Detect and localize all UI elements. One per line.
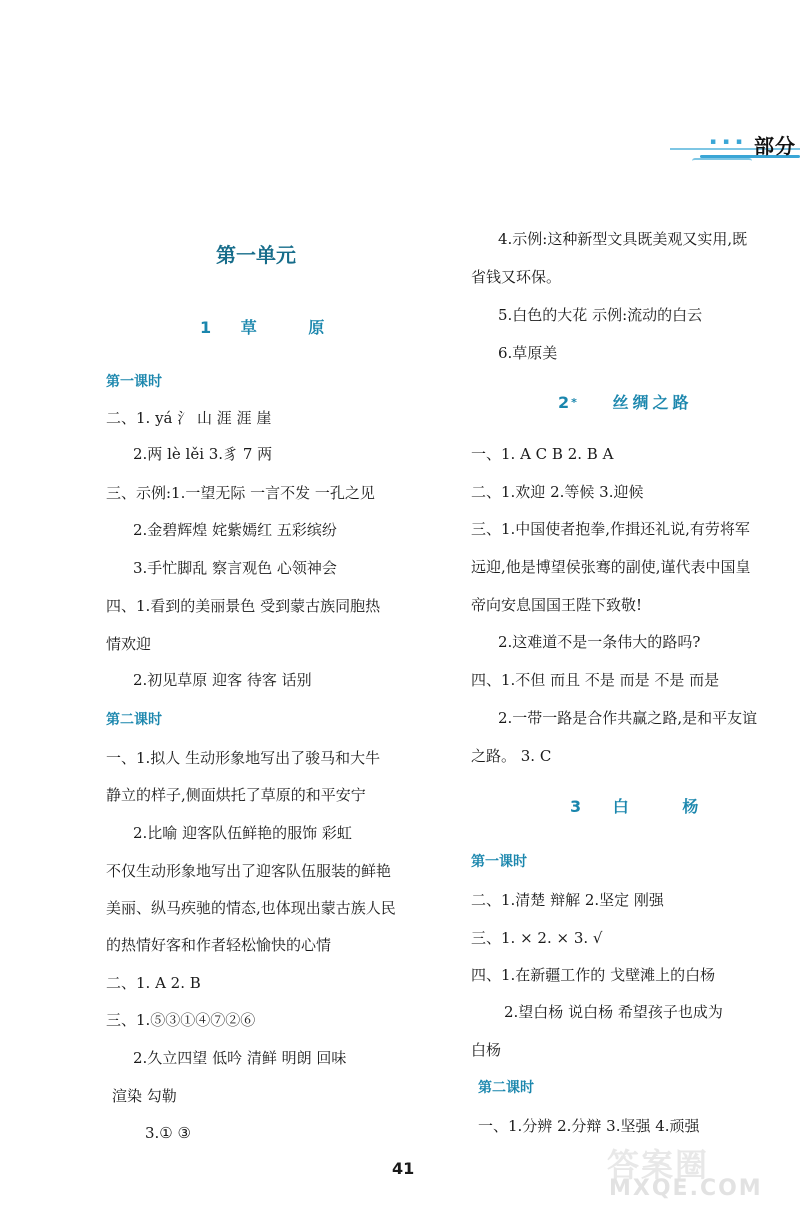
period-heading: 第二课时: [106, 712, 162, 728]
watermark-url: MXQE.COM: [609, 1176, 763, 1201]
answer-line: 2.比喻 迎客队伍鲜艳的服饰 彩虹: [133, 824, 352, 842]
header-swoosh: [692, 158, 752, 165]
answer-line: 2.金碧辉煌 姹紫嫣红 五彩缤纷: [133, 521, 337, 539]
answer-line: 一、1.分辨 2.分辩 3.坚强 4.顽强: [478, 1117, 700, 1135]
answer-line: 美丽、纵马疾驰的情态,也体现出蒙古族人民: [106, 899, 396, 917]
answer-line: 6.草原美: [498, 344, 558, 362]
answer-line: 二、1.欢迎 2.等候 3.迎候: [471, 483, 644, 501]
answer-line: 三、1. × 2. × 3. √: [471, 929, 603, 947]
answer-line: 二、1. A 2. B: [106, 974, 201, 992]
answer-line: 四、1.不但 而且 不是 而是 不是 而是: [471, 671, 720, 689]
answer-line: 渲染 勾勒: [112, 1087, 177, 1105]
answer-line: 一、1.拟人 生动形象地写出了骏马和大牛: [106, 749, 381, 767]
lesson-title-char: 草: [240, 318, 258, 337]
watermark: [607, 1140, 782, 1200]
answer-line: 2.久立四望 低吟 清鲜 明朗 回味: [133, 1049, 347, 1067]
answer-line: 一、1. A C B 2. B A: [471, 445, 614, 463]
answer-line: 3.① ③: [145, 1124, 191, 1142]
answer-line: 二、1.清楚 辩解 2.坚定 刚强: [471, 891, 664, 909]
period-heading: 第二课时: [478, 1080, 534, 1096]
watermark-text: 答案圈: [607, 1146, 710, 1184]
lesson-optional-mark: *: [571, 396, 578, 409]
answer-line: 2.初见草原 迎客 待客 话别: [133, 671, 312, 689]
page-number: 41: [392, 1159, 415, 1178]
answer-line: 2.一带一路是合作共赢之路,是和平友谊: [498, 709, 758, 727]
lesson-title-char: 原: [308, 318, 326, 337]
answer-line: 5.白色的大花 示例:流动的白云: [498, 306, 703, 324]
lesson-1-title: [200, 318, 325, 338]
answer-line: 帝向安息国国王陛下致敬!: [471, 596, 643, 614]
answer-line: 远迎,他是博望侯张骞的副使,谨代表中国皇: [471, 558, 751, 576]
answer-line: 三、1.⑤③①④⑦②⑥: [106, 1011, 256, 1029]
answer-line: 四、1.在新疆工作的 戈壁滩上的白杨: [471, 966, 716, 984]
answer-line: 四、1.看到的美丽景色 受到蒙古族同胞热: [106, 597, 381, 615]
answer-line: 2.望白杨 说白杨 希望孩子也成为: [504, 1003, 723, 1021]
unit-title: 第一单元: [216, 243, 296, 267]
answer-line: 三、1.中国使者抱拳,作揖还礼说,有劳将军: [471, 520, 750, 538]
lesson-2-title: [558, 393, 693, 413]
answer-line: 省钱又环保。: [471, 268, 562, 286]
answer-line: 三、示例:1.一望无际 一言不发 一孔之见: [106, 484, 375, 502]
lesson-number: 1: [200, 318, 213, 337]
section-header: [670, 128, 800, 178]
lesson-number: 2: [558, 393, 571, 412]
answer-line: 二、1. yá 氵 山 涯 涯 崖: [106, 409, 272, 427]
lesson-title-char: 白: [612, 797, 630, 816]
answer-line: 4.示例:这种新型文具既美观又实用,既: [498, 230, 748, 248]
header-dots-ornament: ▪ ▪ ▪: [710, 137, 745, 147]
lesson-title-char: 杨: [682, 797, 700, 816]
answer-line: 之路。 3. C: [471, 747, 552, 765]
lesson-number: 3: [570, 797, 583, 816]
lesson-3-title: [570, 797, 699, 817]
section-title: 部分: [754, 134, 796, 158]
answer-line: 静立的样子,侧面烘托了草原的和平安宁: [106, 786, 366, 804]
period-heading: 第一课时: [471, 854, 527, 870]
lesson-title-text: 丝绸之路: [612, 393, 693, 412]
answer-line: 不仅生动形象地写出了迎客队伍服装的鲜艳: [106, 862, 392, 880]
answer-line: 3.手忙脚乱 察言观色 心领神会: [133, 559, 337, 577]
answer-line: 白杨: [471, 1041, 502, 1059]
answer-line: 2.这难道不是一条伟大的路吗?: [498, 633, 701, 651]
answer-line: 2.两 lè lěi 3.豸 7 两: [133, 445, 273, 463]
answer-line: 情欢迎: [106, 635, 152, 653]
period-heading: 第一课时: [106, 374, 162, 390]
answer-line: 的热情好客和作者轻松愉快的心情: [106, 936, 332, 954]
